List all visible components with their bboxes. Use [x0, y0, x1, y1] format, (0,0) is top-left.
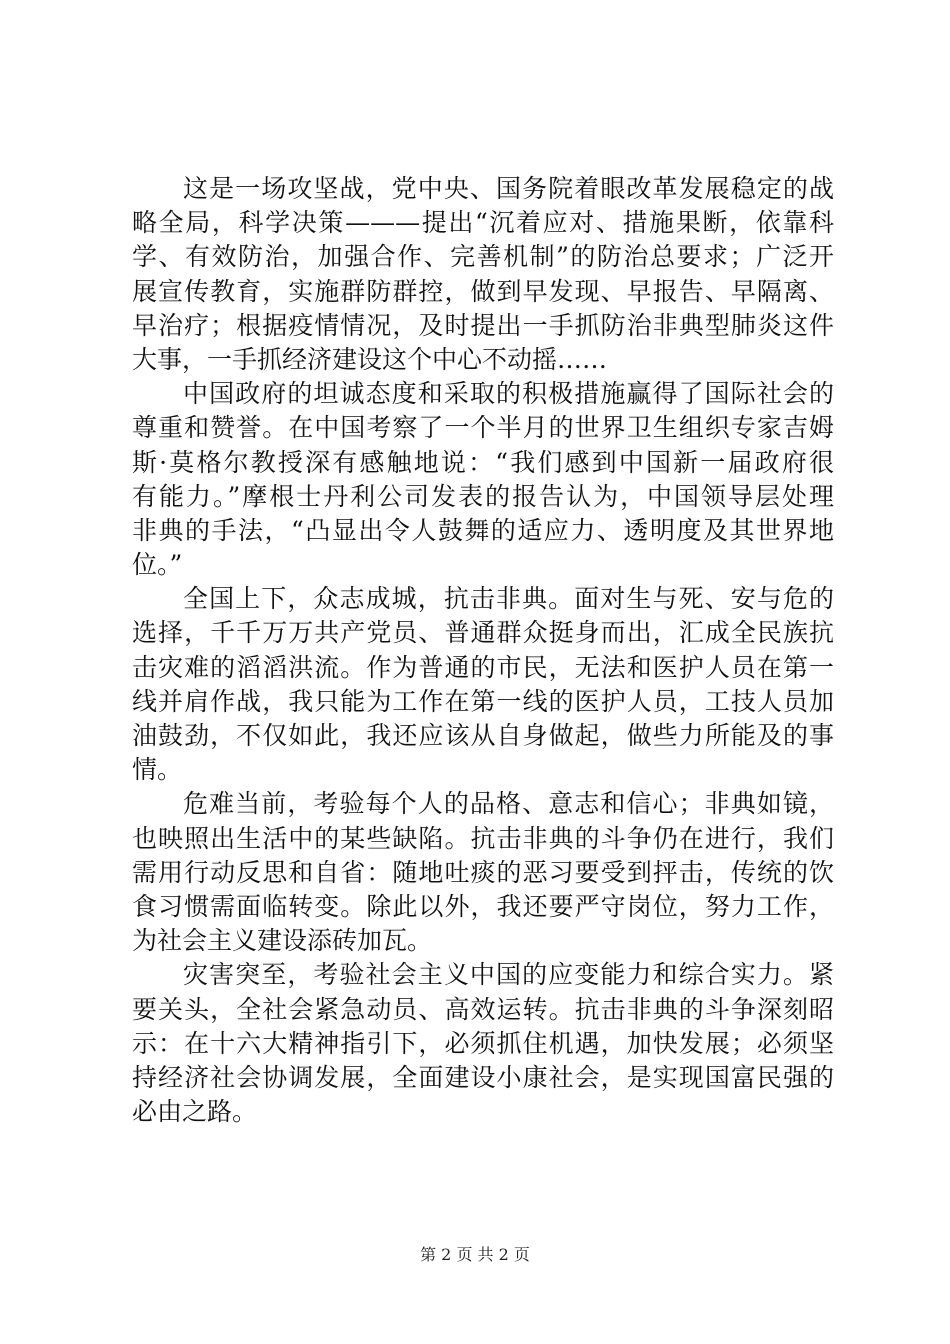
text-line: 位。”: [132, 550, 183, 580]
text-line: 必由之路。: [132, 1097, 258, 1127]
text-line: 中国政府的坦诚态度和采取的积极措施赢得了国际社会的: [183, 379, 834, 409]
text-line: 略全局，科学决策———提出“沉着应对、措施果断，依靠科: [132, 208, 834, 238]
text-line: 学、有效防治，加强合作、完善机制”的防治总要求；广泛开: [132, 242, 834, 272]
text-line: 选择，千千万万共产党员、普通群众挺身而出，汇成全民族抗: [132, 618, 834, 648]
text-line: 斯·莫格尔教授深有感触地说：“我们感到中国新一届政府很: [132, 447, 834, 477]
text-line: 展宣传教育，实施群防群控，做到早发现、早报告、早隔离、: [132, 276, 834, 306]
text-line: 这是一场攻坚战，党中央、国务院着眼改革发展稳定的战: [183, 174, 834, 203]
paragraph: [132, 377, 834, 582]
text-line: 油鼓劲，不仅如此，我还应该从自身做起，做些力所能及的事: [132, 721, 834, 750]
text-line: 大事，一手抓经济建设这个中心不动摇……: [132, 344, 608, 374]
text-line: 情。: [132, 755, 183, 785]
paragraph: [132, 787, 834, 958]
page-footer: 第 2 页 共 2 页: [420, 1245, 530, 1264]
text-line: 非典的手法，“凸显出令人鼓舞的适应力、透明度及其世界地: [132, 515, 834, 545]
text-line: 全国上下，众志成城，抗击非典。面对生与死、安与危的: [183, 584, 834, 614]
document-body: [132, 172, 834, 1129]
paragraph: [132, 958, 834, 1129]
text-line: 击灾难的滔滔洪流。作为普通的市民，无法和医护人员在第一: [132, 652, 834, 682]
text-line: 示：在十六大精神指引下，必须抓住机遇，加快发展；必须坚: [132, 1028, 834, 1058]
text-line: 线并肩作战，我只能为工作在第一线的医护人员，工技人员加: [132, 686, 834, 716]
text-line: 持经济社会协调发展，全面建设小康社会，是实现国富民强的: [132, 1062, 834, 1092]
text-line: 尊重和赞誉。在中国考察了一个半月的世界卫生组织专家吉姆: [132, 413, 834, 443]
text-line: 灾害突至，考验社会主义中国的应变能力和综合实力。紧: [183, 960, 834, 990]
text-line: 危难当前，考验每个人的品格、意志和信心；非典如镜，: [183, 789, 834, 819]
paragraph: [132, 582, 834, 787]
paragraph: [132, 172, 834, 377]
text-line: 也映照出生活中的某些缺陷。抗击非典的斗争仍在进行，我们: [132, 823, 834, 853]
text-line: 为社会主义建设添砖加瓦。: [132, 926, 433, 956]
text-line: 早治疗；根据疫情情况，及时提出一手抓防治非典型肺炎这件: [132, 310, 834, 340]
text-line: 有能力。”摩根士丹利公司发表的报告认为，中国领导层处理: [132, 481, 834, 511]
text-line: 食习惯需面临转变。除此以外，我还要严守岗位，努力工作，: [132, 891, 834, 921]
text-line: 需用行动反思和自省：随地吐痰的恶习要受到抨击，传统的饮: [132, 857, 834, 887]
text-line: 要关头，全社会紧急动员、高效运转。抗击非典的斗争深刻昭: [132, 994, 834, 1024]
